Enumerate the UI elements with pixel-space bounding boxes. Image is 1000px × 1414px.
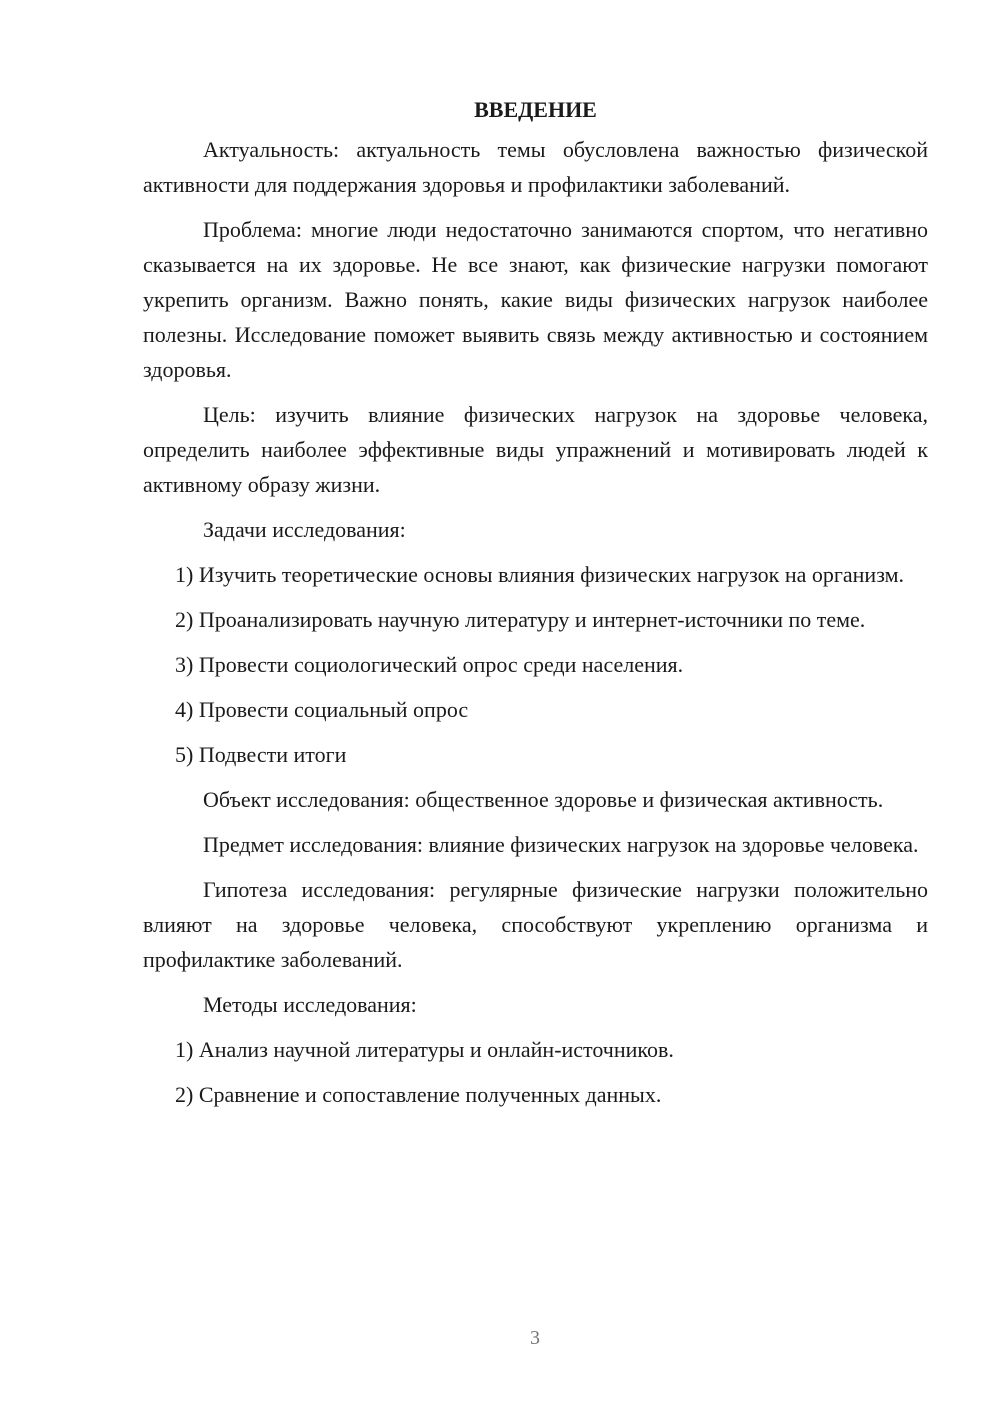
goal-paragraph: Цель: изучить влияние физических нагрузок на здоровье человека, определить наиболее эффективные виды упражнений и мотивировать людей к активному образу жизни. <box>143 402 928 497</box>
task-item-5: 5) Подвести итоги <box>175 742 347 767</box>
subject-paragraph: Предмет исследования: влияние физических нагрузок на здоровье человека. <box>203 832 919 857</box>
page-number: 3 <box>530 1327 540 1349</box>
task-item-1: 1) Изучить теоретические основы влияния физических нагрузок на организм. <box>175 562 905 587</box>
actuality-paragraph: Актуальность: актуальность темы обусловлена важностью физической активности для поддержания здоровья и профилактики заболеваний. <box>143 137 928 197</box>
task-item-3: 3) Провести социологический опрос среди населения. <box>175 652 684 677</box>
task-item-2: 2) Проанализировать научную литературу и интернет-источники по теме. <box>175 607 866 632</box>
task-item-4: 4) Провести социальный опрос <box>175 697 469 722</box>
method-item-2: 2) Сравнение и сопоставление полученных данных. <box>175 1082 662 1107</box>
document-page <box>143 92 928 1122</box>
problem-paragraph: Проблема: многие люди недостаточно занимаются спортом, что негативно сказывается на их здоровье. Не все знают, как физические нагрузки помогают укрепить организм. Важно понять, какие виды физических нагрузок наиболее полезны. Исследование поможет выявить связь между активностью и состоянием здоровья. <box>143 217 928 382</box>
section-title: ВВЕДЕНИЕ <box>474 97 597 122</box>
tasks-heading: Задачи исследования: <box>203 517 406 542</box>
methods-heading: Методы исследования: <box>203 992 417 1017</box>
object-paragraph: Объект исследования: общественное здоровье и физическая активность. <box>203 787 884 812</box>
hypothesis-paragraph: Гипотеза исследования: регулярные физические нагрузки положительно влияют на здоровье человека, способствуют укреплению организма и профилактике заболеваний. <box>143 877 928 972</box>
method-item-1: 1) Анализ научной литературы и онлайн-источников. <box>175 1037 674 1062</box>
